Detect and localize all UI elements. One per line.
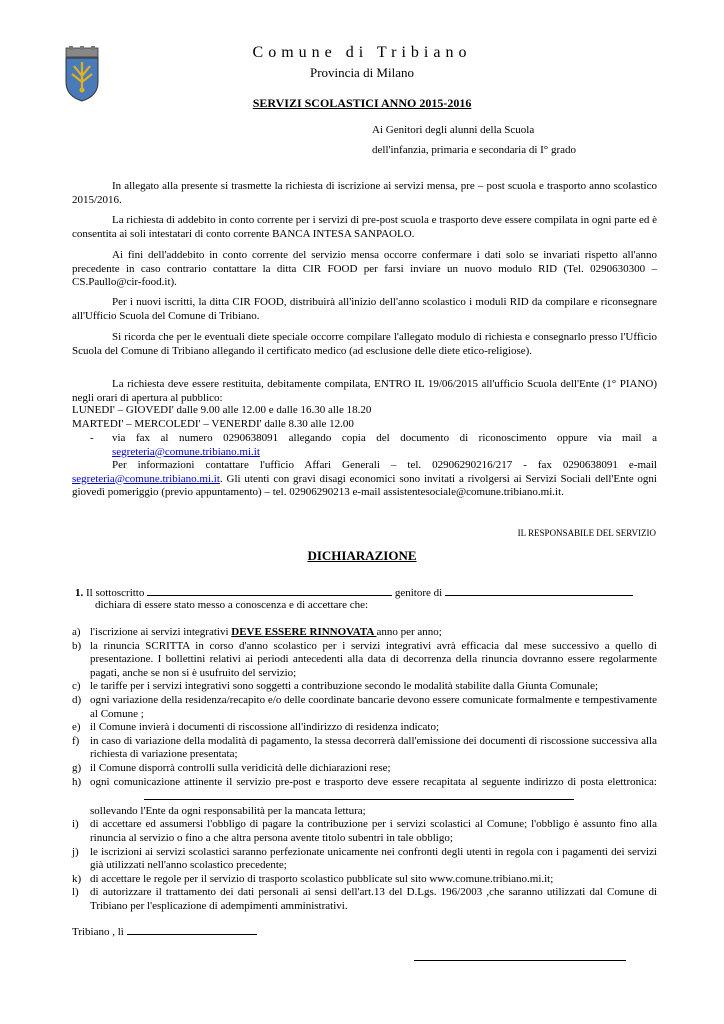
declaration-line-1: 1. Il sottoscritto genitore di xyxy=(75,585,665,601)
paragraph-4: Per i nuovi iscritti, la ditta CIR FOOD, distribuirà all'inizio dell'anno scolastico i moduli RID da compilare e riconsegnare all'Ufficio Scuola del Comune di Tribiano. xyxy=(72,296,657,322)
declaration-line-2: dichiara di essere stato messo a conoscenza e di accettare che: xyxy=(95,599,369,611)
place-date-label: Tribiano , lì xyxy=(72,924,257,940)
item-text: la rinuncia SCRITTA in corso d'anno scolastico per i servizi integrativi avrà efficacia dal mese successivo a quello di presentazione. I bollettini relativi ai periodi antecedenti alla data di decorrenza della rinuncia dovranno essere regolarmente pagati, anche se non si è usufruito del servizio; xyxy=(90,639,657,679)
info-paragraph: Per informazioni contattare l'ufficio Affari Generali – tel. 02906290216/217 - fax 0290638091 e-mail segreteria@comune.tribiano.mi.it. Gli utenti con gravi disagi economici sono invitati a rivolgersi ai Servizi Sociali dell'Ente ogni giovedì pomeriggio (previo appuntamento) – tel. 02906290213 e-mail assistentesociale@comune.tribiano.mi.it. xyxy=(72,459,657,498)
declaration-list xyxy=(72,626,657,913)
opening-hours-1: LUNEDI' – GIOVEDI' dalle 9.00 alle 12.00 e dalle 16.30 alle 18.20 xyxy=(72,404,372,416)
declaration-item xyxy=(72,846,657,873)
item-text: ogni comunicazione attinente il servizio pre-post e trasporto deve essere recapitata al seguente indirizzo di posta elettronica: xyxy=(90,775,657,788)
item-text: le iscrizioni ai servizi scolastici saranno perfezionate unicamente nei confronti degli utenti in regola con i pagamenti dei servizi già utilizzati nell'anno scolastico precedente; xyxy=(90,845,657,872)
item-text: in caso di variazione della modalità di pagamento, la stessa decorrerà dall'emissione dei documenti di riscossione successiva alla richiesta di variazione presentata; xyxy=(90,734,657,761)
province-name: Provincia di Milano xyxy=(310,65,414,80)
name-field[interactable] xyxy=(147,585,392,596)
item-text: di accettare le regole per il servizio di trasporto scolastico pubblicate sul sito www.comune.tribiano.mi.it; xyxy=(90,872,554,885)
paragraph-6: La richiesta deve essere restituita, debitamente compilata, ENTRO IL 19/06/2015 all'ufficio Scuola dell'Ente (1° PIANO) negli orari di apertura al pubblico: xyxy=(72,378,657,404)
item-letter: c) xyxy=(72,680,81,693)
item-text: di autorizzare il trattamento dei dati personali ai sensi dell'art.13 del D.Lgs. 196/2003 ,che saranno utilizzati dal Comune di Tribiano per l'esplicazione di adempimenti amministrativi. xyxy=(90,886,657,912)
declaration-item xyxy=(72,640,657,681)
page-title: SERVIZI SCOLASTICI ANNO 2015-2016 xyxy=(252,96,472,110)
declaration-item xyxy=(72,721,657,735)
item-text: anno per anno; xyxy=(376,626,442,638)
paragraph-5: Si ricorda che per le eventuali diete speciale occorre compilare l'allegato modulo di richiesta e consegnarlo presso l'Ufficio Scuola del Comune di Tribiano allegando il certificato medico (ad esclusione delle diete etico-religiose). xyxy=(72,331,657,357)
paragraph-1: In allegato alla presente si trasmette la richiesta di iscrizione ai servizi mensa, pre – post scuola e trasporto anno scolastico 2015/2016. xyxy=(72,180,657,206)
item-text: DEVE ESSERE RINNOVATA xyxy=(231,626,377,638)
responsible-label: IL RESPONSABILE DEL SERVIZIO xyxy=(517,528,656,538)
child-name-field[interactable] xyxy=(445,585,633,596)
item-text: ogni variazione della residenza/recapito e/o delle coordinate bancarie devono essere comunicate formalmente e tempestivamente al Comune ; xyxy=(90,693,657,720)
declaration-item xyxy=(72,762,657,776)
item-text: il Comune invierà i documenti di riscossione all'indirizzo di residenza indicato; xyxy=(90,721,440,734)
addressee-line-2: dell'infanzia, primaria e secondaria di I° grado xyxy=(372,144,576,156)
addressee-line-1: Ai Genitori degli alunni della Scuola xyxy=(372,124,535,136)
item-letter: k) xyxy=(72,872,82,885)
item-letter: e) xyxy=(72,721,81,734)
email-field[interactable] xyxy=(144,789,574,800)
bullet-dash: - xyxy=(90,432,94,444)
signature-line[interactable] xyxy=(414,960,626,961)
item-text: il Comune disporrà controlli sulla veridicità delle dichiarazioni rese; xyxy=(90,761,391,774)
date-field[interactable] xyxy=(127,924,257,935)
item-letter: h) xyxy=(72,775,82,788)
declaration-item xyxy=(72,873,657,887)
declaration-item xyxy=(72,776,657,819)
item-letter: b) xyxy=(72,639,82,652)
paragraph-3: Ai fini dell'addebito in conto corrente del servizio mensa occorre confermare i dati solo se invariati rispetto all'anno precedente in caso contrario contattare la ditta CIR FOOD per farsi inviare un nuovo modulo RID (Tel. 0290630300 – CS.Paullo@cir-food.it). xyxy=(72,249,657,288)
declaration-item xyxy=(72,886,657,913)
item-letter: i) xyxy=(72,818,79,831)
municipality-name: Comune di Tribiano xyxy=(252,44,472,61)
declaration-item xyxy=(72,818,657,845)
item-letter: l) xyxy=(72,886,79,899)
declaration-item xyxy=(72,694,657,721)
declaration-item xyxy=(72,680,657,694)
item-letter: f) xyxy=(72,734,80,747)
paragraph-2: La richiesta di addebito in conto corrente per i servizi di pre-post scuola e trasporto deve essere compilata in ogni parte ed è consentita ai soli intestatari di conto corrente BANCA INTESA SANPAOLO. xyxy=(72,214,657,240)
item-letter: g) xyxy=(72,761,82,774)
fax-instructions: via fax al numero 0290638091 allegando copia del documento di riconoscimento oppure via mail a segreteria@comune.tribiano.mi.it xyxy=(112,432,657,458)
item-text: sollevando l'Ente da ogni responsabilità per la mancata lettura; xyxy=(90,804,366,817)
item-text: l'iscrizione ai servizi integrativi xyxy=(90,626,232,638)
declaration-item xyxy=(72,735,657,762)
item-letter: a) xyxy=(72,626,81,638)
declaration-title: DICHIARAZIONE xyxy=(307,548,417,563)
opening-hours-2: MARTEDI' – MERCOLEDI' – VENERDI' dalle 8.30 alle 12.00 xyxy=(72,418,354,430)
item-text: di accettare ed assumersi l'obbligo di pagare la contribuzione per i servizi scolastici al Comune; l'obbligo è assunto fino alla rinuncia al servizio o fino a che altra persona avente titolo subentri in tale obbligo; xyxy=(90,818,657,844)
item-letter: d) xyxy=(72,693,82,706)
email-link[interactable]: segreteria@comune.tribiano.mi.it xyxy=(72,472,220,485)
item-letter: j) xyxy=(72,845,79,858)
item-text: le tariffe per i servizi integrativi sono soggetti a contribuzione secondo le modalità stabilite dalla Giunta Comunale; xyxy=(90,680,599,693)
email-link[interactable]: segreteria@comune.tribiano.mi.it xyxy=(112,445,260,458)
declaration-item xyxy=(72,626,657,640)
